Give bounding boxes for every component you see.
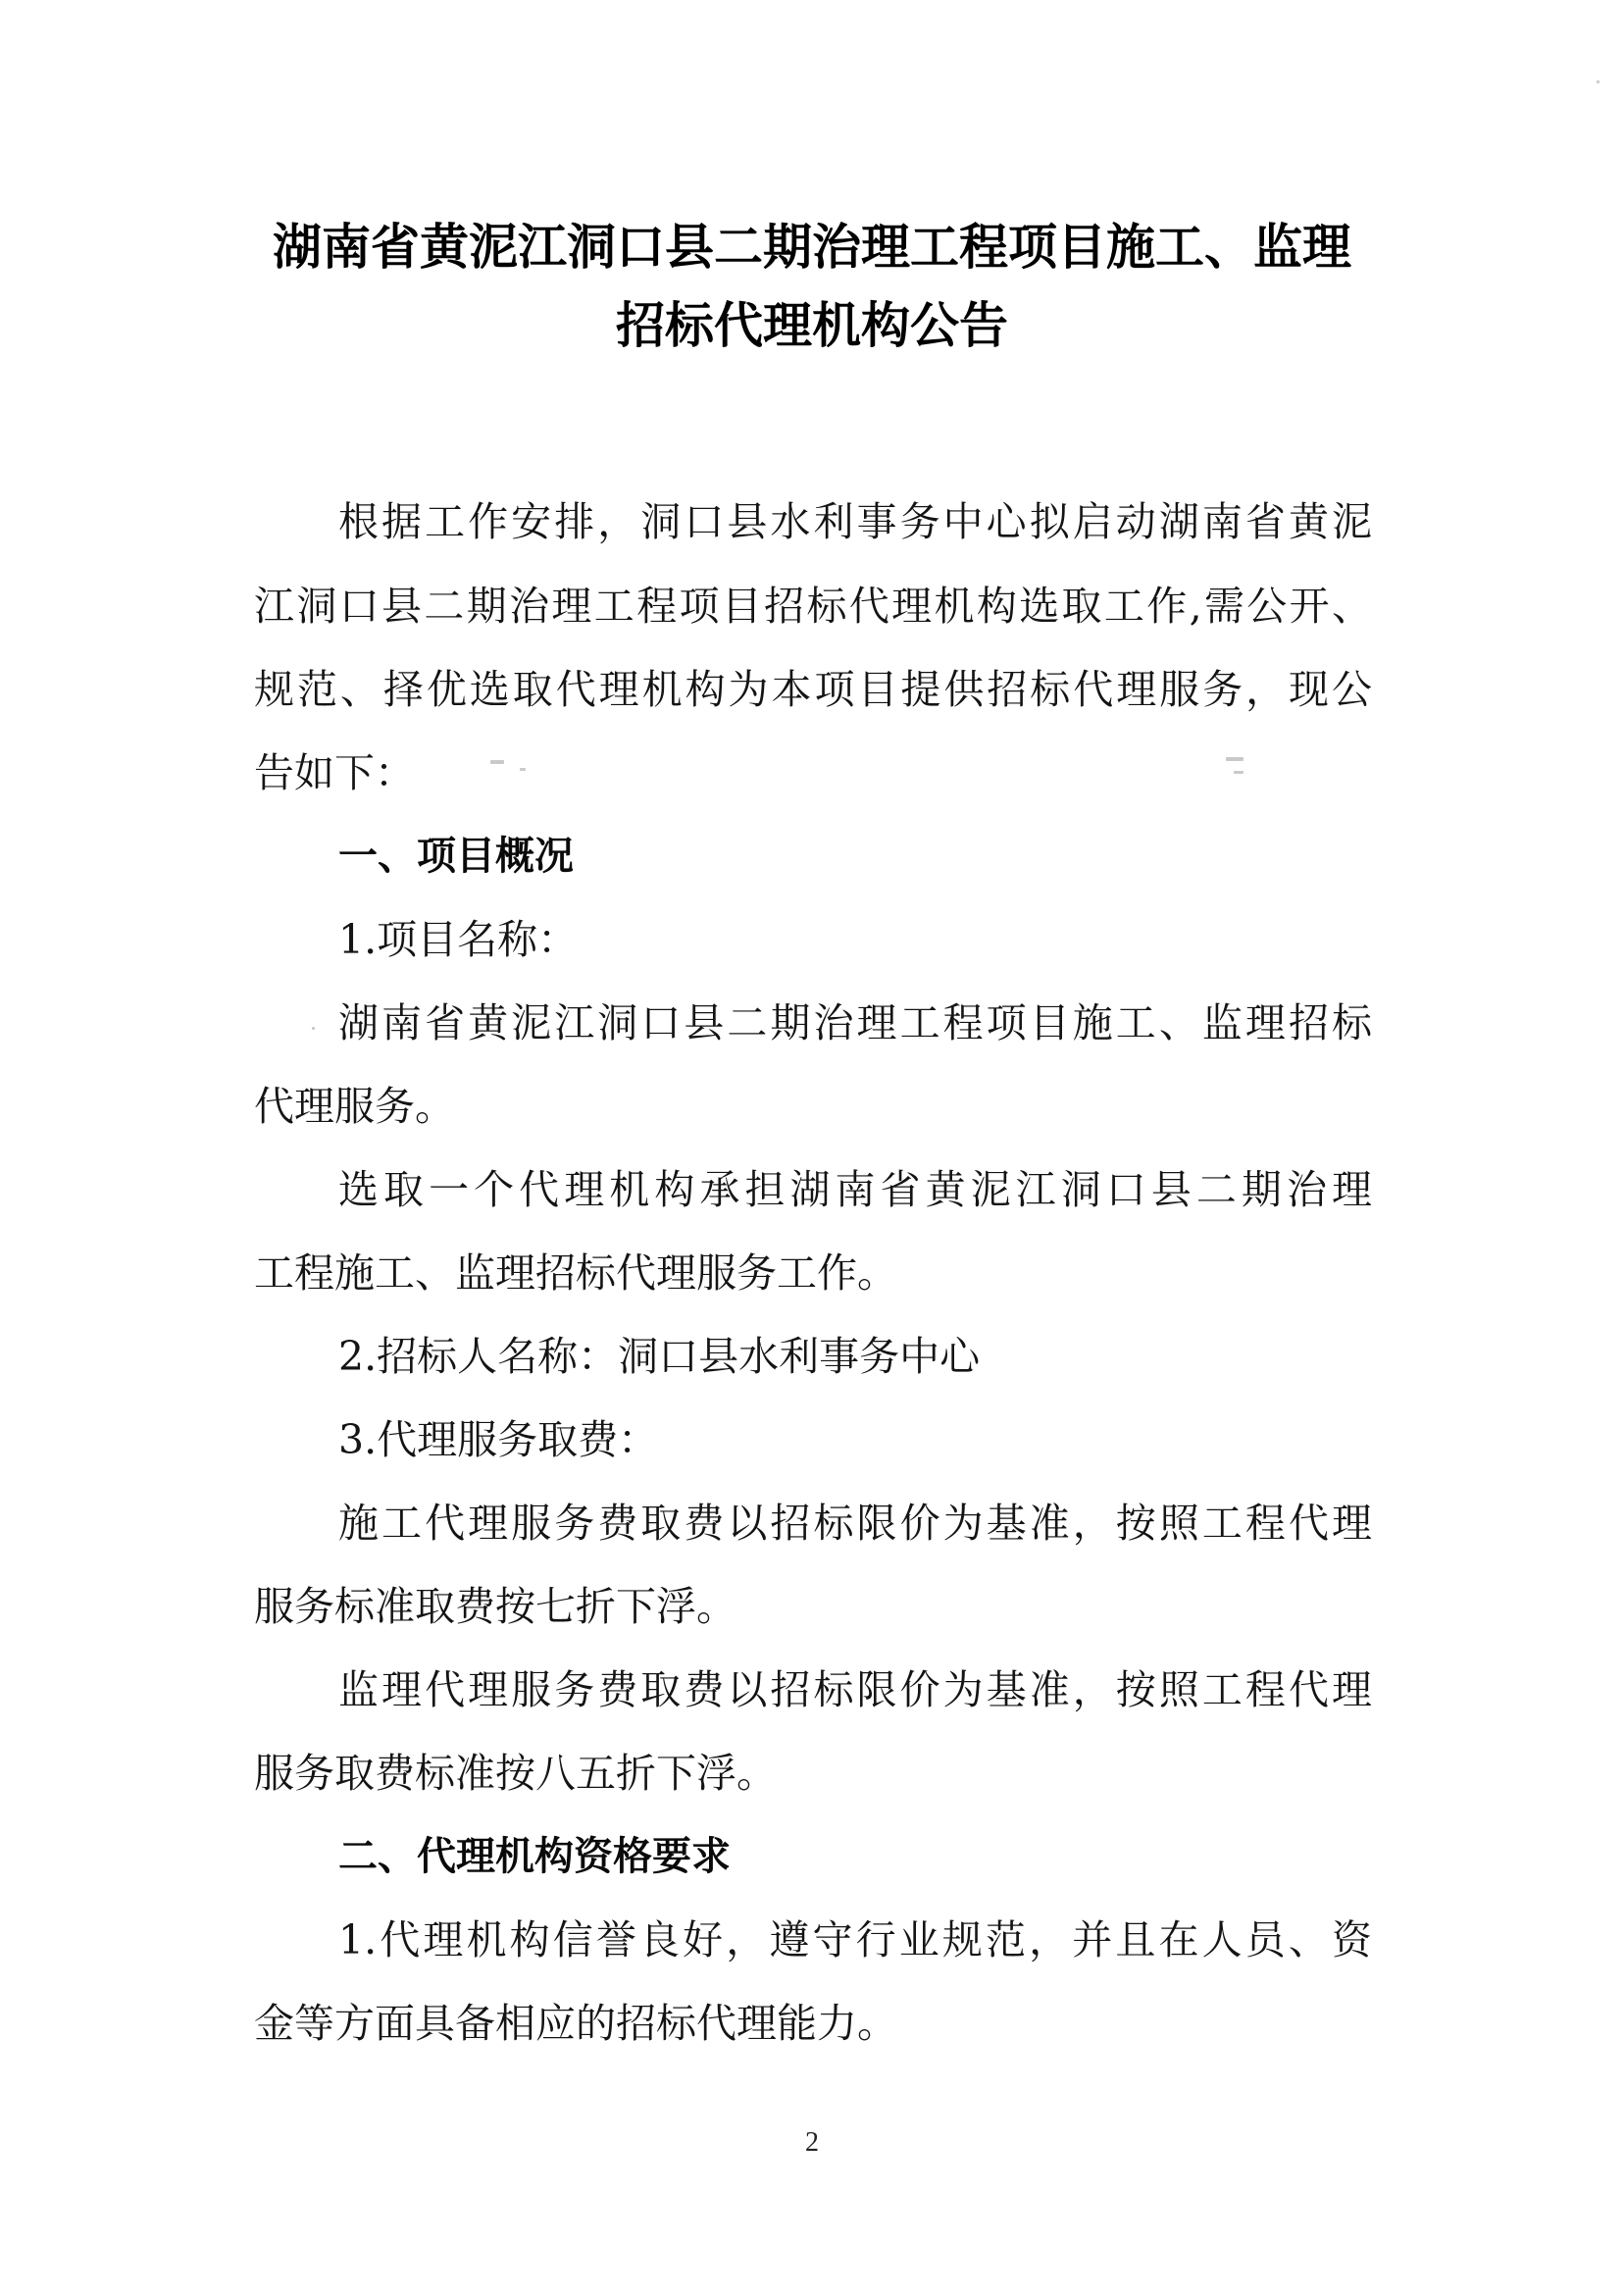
project-desc-line-2: 工程施工、监理招标代理服务工作。 xyxy=(254,1249,897,1297)
scan-speck xyxy=(1597,80,1599,83)
intro-line-3: 规范、择优选取代理机构为本项目提供招标代理服务，现公 xyxy=(254,666,1372,713)
section-heading-overview: 一、项目概况 xyxy=(338,834,574,879)
scan-speck xyxy=(312,1027,315,1030)
item-project-name-label: 1.项目名称： xyxy=(338,916,579,963)
intro-line-2: 江洞口县二期治理工程项目招标代理机构选取工作,需公开、 xyxy=(254,583,1372,630)
section-heading-qualifications: 二、代理机构资格要求 xyxy=(338,1834,731,1879)
project-desc-line-1: 选取一个代理机构承担湖南省黄泥江洞口县二期治理 xyxy=(338,1166,1372,1213)
qualification-line-1: 1.代理机构信誉良好，遵守行业规范，并且在人员、资 xyxy=(338,1916,1372,1963)
page-number: 2 xyxy=(805,2127,819,2158)
document-title-line-2: 招标代理机构公告 xyxy=(616,297,1008,354)
intro-line-4: 告如下： xyxy=(254,749,415,796)
scan-speck xyxy=(520,768,526,771)
scan-speck xyxy=(1226,757,1243,761)
item-tenderer-name: 2.招标人名称：洞口县水利事务中心 xyxy=(338,1333,981,1380)
supervision-fee-line-2: 服务取费标准按八五折下浮。 xyxy=(254,1750,777,1797)
project-name-line-1: 湖南省黄泥江洞口县二期治理工程项目施工、监理招标 xyxy=(338,999,1372,1046)
construction-fee-line-2: 服务标准取费按七折下浮。 xyxy=(254,1583,736,1630)
supervision-fee-line-1: 监理代理服务费取费以招标限价为基准，按照工程代理 xyxy=(338,1666,1372,1713)
construction-fee-line-1: 施工代理服务费取费以招标限价为基准，按照工程代理 xyxy=(338,1500,1372,1547)
project-name-line-2: 代理服务。 xyxy=(254,1083,455,1130)
scan-speck xyxy=(1234,771,1243,774)
qualification-line-2: 金等方面具备相应的招标代理能力。 xyxy=(254,2000,897,2047)
scan-speck xyxy=(490,760,504,764)
intro-line-1: 根据工作安排，洞口县水利事务中心拟启动湖南省黄泥 xyxy=(338,498,1372,545)
document-title-line-1: 湖南省黄泥江洞口县二期治理工程项目施工、监理 xyxy=(273,219,1351,276)
item-service-fee-label: 3.代理服务取费： xyxy=(338,1416,659,1463)
